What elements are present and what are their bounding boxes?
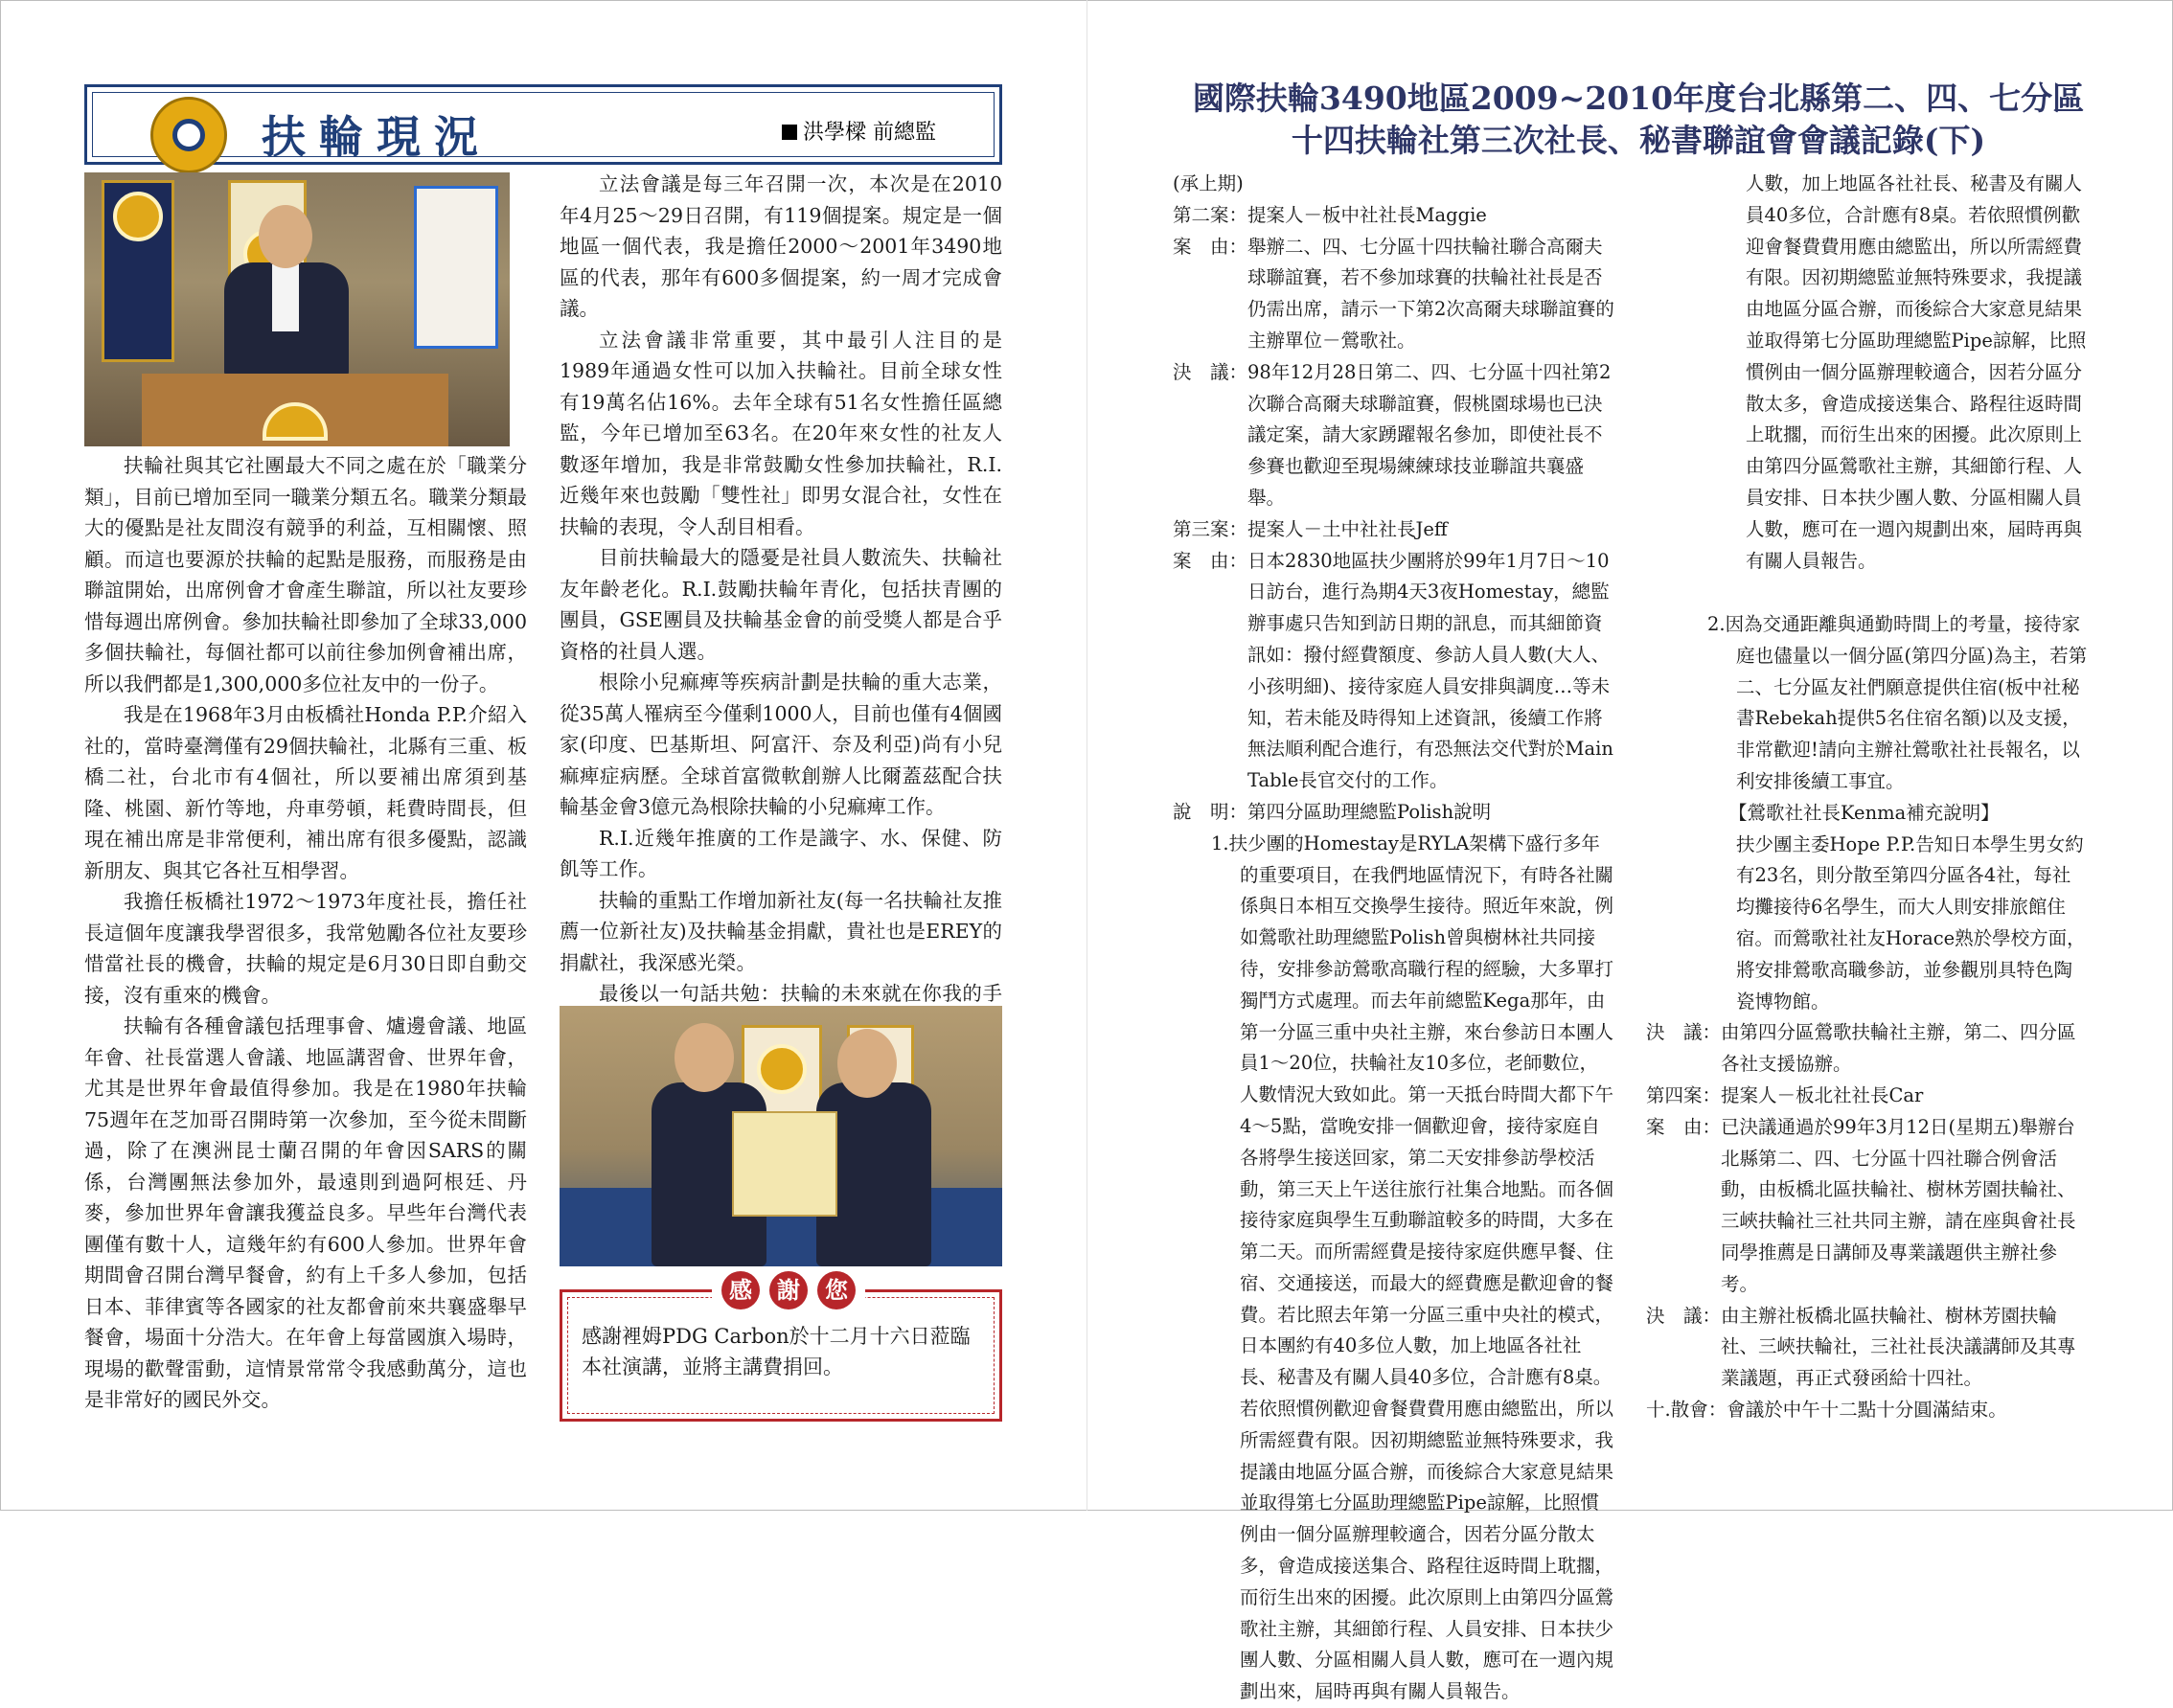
case4-resolution: 由主辦社板橋北區扶輪社、樹林芳園扶輪社、三峽扶輪社，三社社長決議講師及其專業議題，再正式發函給十四社。 (1721, 1304, 2076, 1390)
case3-point-1-continued: 人數，加上地區各社社長、秘書及有關人員40多位，合計應有8桌。若依照慣例歡迎會餐費費用應由總監出，所以所需經費有限。因初期總監並無特殊要求，我提議由地區分區合辦，而後綜合大家意見結果並取得第七分區助理總監Pipe諒解，比照慣例由一個分區辦理較適合，因若分區分散太多，會造成接送集合、路程往返時間上耽擱，而衍生出來的困擾。此次原則上由第四分區鶯歌社主辦，其細節行程、人員安排、日本扶少團人數、分區相關人員人數，應可在一週內規劃出來，屆時再與有關人員報告。 (1746, 172, 2087, 572)
case3-resolution: 由第四分區鶯歌扶輪社主辦，第二、四分區各社支援協辦。 (1721, 1021, 2076, 1076)
case2-proposer: 提案人－板中社社長Maggie (1247, 203, 1487, 226)
paragraph: 立法會議非常重要，其中最引人注目的是1989年通過女性可以加入扶輪社。目前全球女性有19萬名佔16%。去年全球有51名女性擔任區總監，今年已增加至63名。在20年來女性的社友人數逐年增加，我是非常鼓勵女性參加扶輪社，R.I.近幾年來也鼓勵「雙性社」即男女混合社，女性在扶輪的表現，令人刮目相看。 (560, 328, 1002, 538)
paragraph: 扶輪社與其它社團最大不同之處在於「職業分類」，目前已增加至同一職業分類五名。職業分類最大的優點是社友間沒有競爭的利益，互相關懷、照顧。而這也要源於扶輪的起點是服務，而服務是由聯誼開始，出席例會才會產生聯誼，所以社友要珍惜每週出席例會。參加扶輪社即參加了全球33,000多個扶輪社，每個社都可以前往參加例會補出席，所以我們都是1,300,000多位社友中的一份子。 (84, 454, 527, 695)
page-spine (1086, 0, 1087, 1511)
case4-proposer: 提案人－板北社社長Car (1721, 1083, 1924, 1106)
case2-resolution: 98年12月28日第二、四、七分區十四社第2次聯合高爾夫球聯誼賽，假桃園球場也已決議定案，請大家踴躍報名參加，即使社長不參賽也歡迎至現場練練球技並聯誼共襄盛舉。 (1247, 360, 1612, 509)
minutes-column-1: (承上期) 第二案： 提案人－板中社社長Maggie 案 由： 舉辦二、四、七分區十四扶輪社聯合高爾夫球聯誼賽，若不參加球賽的扶輪社社長是否仍需出席，請示一下第2次高爾夫球聯誼賽的主辦單位－鶯歌社。 決 議： 98年12月28日第二、四、七分區十四社第2次聯合高爾夫球聯誼賽，假桃園球場也已決議定案，請大家踴躍報名參加，即使社長不參賽也歡迎至現場練練球技並聯誼共襄盛舉。 第三案： 提案人－土中社社長Jeff 案 由： 日本2830地區扶少團將於99年1月7日～10日訪台，進行為期4天3夜Homestay，總監辦事處只告知到訪日期的訊息，而其細節資訊如：撥付經費額度、參訪人員人數(大人、小孩明細)、接待家庭人員安排與調度…等未知，若未能及時得知上述資訊，後續工作將無法順利配合進行，有恐無法交代對於Main Table長官交付的工作。 說 明： 第四分區助理總監Polish說明 1.扶少團的Homestay是RYLA架構下盛行多年的重要項目，在我們地區情況下，有時各社關係與日本相互交換學生接待。照近年來說，例如鶯歌社助理總監Polish曾與樹林社共同接待，安排參訪鶯歌高職行程的經驗，大多單打獨鬥方式處理。而去年前總監Kega那年，由第一分區三重中央社主辦，來台參訪日本團人員1～20位，扶輪社友10多位，老師數位，人數情況大致如此。第一天抵台時間大都下午4～5點，當晚安排一個歡迎會，接待家庭自各將學生接送回家，第二天安排參訪學校活動，第三天上午送往旅行社集合地點。而各個接待家庭與學生互動聯誼較多的時間，大多在第二天。而所需經費是接待家庭供應早餐、住宿、交通接送，而最大的經費應是歡迎會的餐費。若比照去年第一分區三重中央社的模式，日本團約有40多位人數，加上地區各社社長、秘書及有關人員40多位，合計應有8桌。若依照慣例歡迎會餐費費用應由總監出，所以所需經費有限。因初期總監並無特殊要求，我提議由地區分區合辦，而後綜合大家意見結果並取得第七分區助理總監Pipe諒解，比照慣例由一個分區辦理較適合，因若分區分散太多，會造成接送集合、路程往返時間上耽擱，而衍生出來的困擾。此次原則上由第四分區鶯歌社主辦，其細節行程、人員安排、日本扶少團人數、分區相關人員人數，應可在一週內規劃出來，屆時再與有關人員報告。 (1173, 169, 1615, 1315)
continued-note: (承上期) (1173, 172, 1244, 194)
case3-point-1: 1.扶少團的Homestay是RYLA架構下盛行多年的重要項目，在我們地區情況下，有時各社關係與日本相互交換學生接待。照近年來說，例如鶯歌社助理總監Polish曾與樹林社共同接待，安排參訪鶯歌高職行程的經驗，大多單打獨鬥方式處理。而去年前總監Kega那年，由第一分區三重中央社主辦，來台參訪日本團人員1～20位，扶輪社友10多位，老師數位，人數情況大致如此。第一天抵台時間大都下午4～5點，當晚安排一個歡迎會，接待家庭自各將學生接送回家，第二天安排參訪學校活動，第三天上午送往旅行社集合地點。而各個接待家庭與學生互動聯誼較多的時間，大多在第二天。而所需經費是接待家庭供應早餐、住宿、交通接送，而最大的經費應是歡迎會的餐費。若比照去年第一分區三重中央社的模式，日本團約有40多位人數，加上地區各社社長、秘書及有關人員40多位，合計應有8桌。若依照慣例歡迎會餐費費用應由總監出，所以所需經費有限。因初期總監並無特殊要求，我提議由地區分區合辦，而後綜合大家意見結果並取得第七分區助理總監Pipe諒解，比照慣例由一個分區辦理較適合，因若分區分散太多，會造成接送集合、路程往返時間上耽擱，而衍生出來的困擾。此次原則上由第四分區鶯歌社主辦，其細節行程、人員安排、日本扶少團人數、分區相關人員人數，應可在一週內規劃出來，屆時再與有關人員報告。 (1211, 831, 1614, 1703)
handshake-photo (560, 1006, 1002, 1266)
thanks-text: 感謝裡姆PDG Carbon於十二月十六日蒞臨本社演講，並將主講費捐回。 (582, 1325, 971, 1378)
case3-explain: 第四分區助理總監Polish說明 (1247, 800, 1492, 823)
thanks-heading: 感 謝 您 (712, 1269, 865, 1311)
paragraph: 扶輪有各種會議包括理事會、爐邊會議、地區年會、社長當選人會議、地區講習會、世界年會，尤其是世界年會最值得參加。我是在1980年扶輪75週年在芝加哥召開時第一次參加，至今從未間斷過，除了在澳洲昆士蘭召開的年會因SARS的關係，台灣團無法參加外，最遠則到過阿根廷、丹麥，參加世界年會讓我獲益良多。早些年台灣代表團僅有數十人，這幾年約有600人參加。世界年會期間會召開台灣早餐會，約有上千多人參加，包括日本、菲律賓等各國家的社友都會前來共襄盛舉早餐會，場面十分浩大。在年會上每當國旗入場時，現場的歡聲雷動，這情景常常令我感動萬分，這也是非常好的國民外交。 (84, 1014, 527, 1411)
paragraph: 扶輪的重點工作增加新社友(每一名扶輪社友推薦一位新社友)及扶輪基金捐獻，貴社也是EREY的捐獻社，我深感光榮。 (560, 888, 1002, 974)
column-title: 扶輪現況 (262, 111, 492, 163)
paragraph: 我是在1968年3月由板橋社Honda P.P.介紹入社的，當時臺灣僅有29個扶輪社，北縣有三重、板橋二社，台北市有4個社，所以要補出席須到基隆、桃園、新竹等地，舟車勞頓，耗費時間長，但現在補出席是非常便利，補出席有很多優點，認識新朋友、與其它各社互相學習。 (84, 703, 527, 882)
paragraph: 我擔任板橋社1972～1973年度社長，擔任社長這個年度讓我學習很多，我常勉勵各位社友要珍惜當社長的機會，扶輪的規定是6月30日即自動交接，沒有重來的機會。 (84, 890, 527, 1007)
case3-point-2: 2.因為交通距離與通勤時間上的考量，接待家庭也儘量以一個分區(第四分區)為主，若第二、七分區友社們願意提供住宿(板中社秘書Rebekah提供5名住宿名額)以及支援，非常歡迎!請向主辦社鶯歌社社長報名，以利安排後續工事宜。 (1707, 613, 2088, 792)
rotary-wheel-icon (150, 97, 227, 173)
case4-reason: 已決議通過於99年3月12日(星期五)舉辦台北縣第二、四、七分區十四社聯合例會活動，由板橋北區扶輪社、樹林芳園扶輪社、三峽扶輪社三社共同主辦，請在座與會社長同學推薦是日講師及專業議題供主辦社參考。 (1721, 1115, 2076, 1295)
paragraph: R.I.近幾年推廣的工作是識字、水、保健、防飢等工作。 (560, 826, 1002, 880)
paragraph: 立法會議是每三年召開一次，本次是在2010年4月25～29日召開，有119個提案。規定是一個地區一個代表，我是擔任2000～2001年3490地區的代表，那年有600多個提案，約一周才完成會議。 (560, 172, 1002, 320)
minutes-column-2: 人數，加上地區各社社長、秘書及有關人員40多位，合計應有8桌。若依照慣例歡迎會餐費費用應由總監出，所以所需經費有限。因初期總監並無特殊要求，我提議由地區分區合辦，而後綜合大家意見結果並取得第七分區助理總監Pipe諒解，比照慣例由一個分區辦理較適合，因若分區分散太多，會造成接送集合、路程往返時間上耽擱，而衍生出來的困擾。此次原則上由第四分區鶯歌社主辦，其細節行程、人員安排、日本扶少團人數、分區相關人員人數，應可在一週內規劃出來，屆時再與有關人員報告。 2.因為交通距離與通勤時間上的考量，接待家庭也儘量以一個分區(第四分區)為主，若第二、七分區友社們願意提供住宿(板中社秘書Rebekah提供5名住宿名額)以及支援，非常歡迎!請向主辦社鶯歌社社長報名，以利安排後續工事宜。 【鶯歌社社長Kenma補充說明】 扶少團主委Hope P.P.告知日本學生男女約有23名，則分散至第四分區各4社，每社均攤接待6名學生，而大人則安排旅館住宿。而鶯歌社社友Horace熟於學校方面，將安排鶯歌高職參訪，並參觀別具特色陶瓷博物館。 決 議： 由第四分區鶯歌扶輪社主辦，第二、四分區各社支援協辦。 第四案： 提案人－板北社社長Car 案 由： 已決議通過於99年3月12日(星期五)舉辦台北縣第二、四、七分區十四社聯合例會活動，由板橋北區扶輪社、樹林芳園扶輪社、三峽扶輪社三社共同主辦，請在座與會社長同學推薦是日講師及專業議題供主辦社參考。 決 議： 由主辦社板橋北區扶輪社、樹林芳園扶輪社、三峽扶輪社，三社社長決議講師及其專業議題，再正式發函給十四社。 十.散會： 會議於中午十二點十分圓滿結束。 (1646, 169, 2089, 1426)
kenma-heading: 【鶯歌社社長Kenma補充說明】 (1728, 801, 2000, 824)
minutes-title-line-1: 國際扶輪3490地區2009~2010年度台北縣第二、四、七分區 (1192, 80, 2085, 117)
minutes-title-line-2: 十四扶輪社第三次社長、秘書聯誼會會議記錄(下) (1291, 122, 1986, 159)
column-author: 洪學樑 前總監 (782, 116, 936, 146)
kenma-text: 扶少團主委Hope P.P.告知日本學生男女約有23名，則分散至第四分區各4社，每社均攤接待6名學生，而大人則安排旅館住宿。而鶯歌社社友Horace熟於學校方面，將安排鶯歌高職參訪，並參觀別具特色陶瓷博物館。 (1736, 832, 2086, 1013)
article-column-1 (84, 450, 527, 1416)
case3-reason: 日本2830地區扶少團將於99年1月7日～10日訪台，進行為期4天3夜Homestay，總監辦事處只告知到訪日期的訊息，而其細節資訊如：撥付經費額度、參訪人員人數(大人、小孩明細)、接待家庭人員安排與調度…等未知，若未能及時得知上述資訊，後續工作將無法順利配合進行，有恐無法交代對於Main Table長官交付的工作。 (1247, 549, 1613, 792)
article-column-2 (560, 169, 1002, 1040)
paragraph: 根除小兒痲痺等疾病計劃是扶輪的重大志業，從35萬人罹病至今僅剩1000人，目前也僅有4個國家(印度、巴基斯坦、阿富汗、奈及利亞)尚有小兒痲痺症病歷。全球首富微軟創辦人比爾蓋茲配合扶輪基金會3億元為根除扶輪的小兒痲痺工作。 (560, 671, 1002, 818)
adjourn-text: 會議於中午十二點十分圓滿結束。 (1727, 1398, 2007, 1421)
speaker-photo (84, 172, 510, 446)
paragraph: 最後以一句話共勉：扶輪的未來就在你我的手 (599, 982, 1002, 1005)
case3-proposer: 提案人－土中社社長Jeff (1247, 517, 1448, 540)
case2-reason: 舉辦二、四、七分區十四扶輪社聯合高爾夫球聯誼賽，若不參加球賽的扶輪社社長是否仍需出席，請示一下第2次高爾夫球聯誼賽的主辦單位－鶯歌社。 (1247, 235, 1614, 352)
column-banner (84, 84, 1002, 165)
thanks-notice (560, 1276, 1002, 1422)
paragraph: 目前扶輪最大的隱憂是社員人數流失、扶輪社友年齡老化。R.I.鼓勵扶輪年青化，包括扶青團的團員，GSE團員及扶輪基金會的前受獎人都是合乎資格的社員人選。 (560, 546, 1002, 663)
